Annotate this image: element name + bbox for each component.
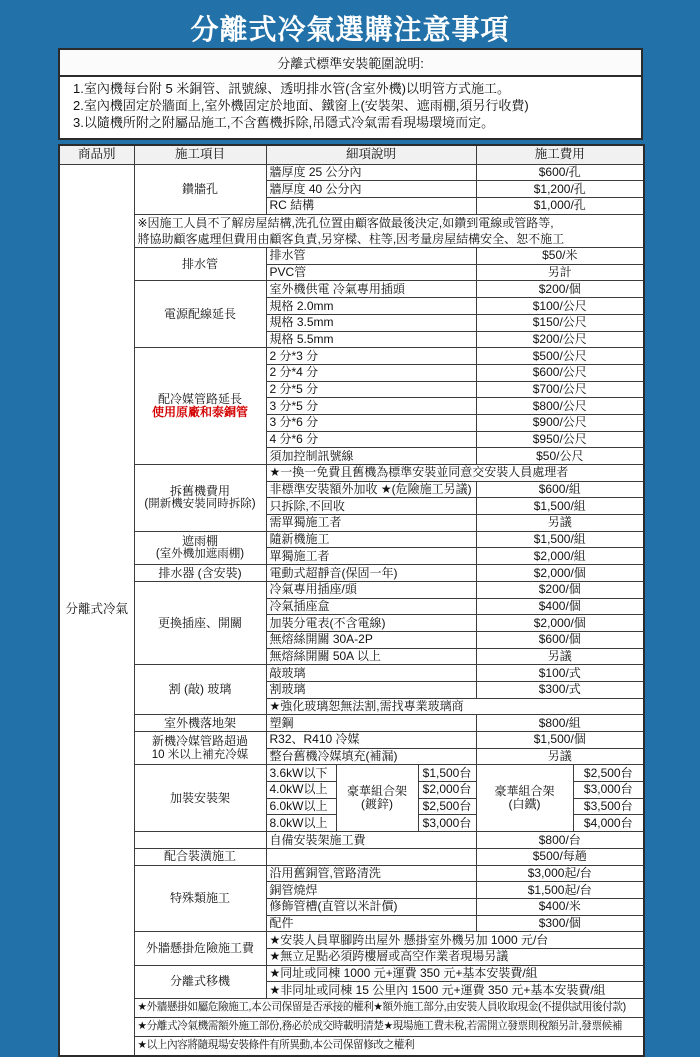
price-cell: $1,000/孔 [476,198,644,215]
pricing-table-body [59,145,644,1056]
detail-cell: ★安裝人員單腳跨出屋外 懸掛室外機另加 1000 元/台 [266,932,644,949]
price-cell: $1,500/組 [476,498,644,515]
detail-cell: 加裝分電表(不含電線) [266,615,476,632]
detail-cell: 須加控制訊號線 [266,448,476,465]
install-scope-list [60,77,641,138]
install-scope-item: 2.室內機固定於牆面上,室外機固定於地面、鐵窗上(安裝架、遮雨棚,須另行收費) [73,97,529,113]
cell-line-1: 拆舊機費用 [169,484,230,498]
detail-cell: 3.6kW以下 [266,765,336,782]
table-row [59,932,644,949]
work-item-cell: 排水管 [134,248,266,281]
work-item-cell: 特殊類施工 [134,865,266,932]
detail-cell: 8.0kW以上 [266,815,336,832]
detail-cell: 室外機供電 冷氣專用插頭 [266,281,476,298]
work-item-cell: 更換插座、開關 [134,581,266,664]
table-row [59,999,644,1018]
red-note-text: 使用原廠和泰銅管 [151,405,248,420]
price-cell: $3,000台 [418,815,476,832]
column-header-cell: 施工項目 [134,145,266,165]
price-cell: $200/個 [476,281,644,298]
work-item-cell: 室外機落地架 [134,715,266,732]
footnote-cell: ★以上內容將隨現場安裝條件有所異動,本公司保留修改之權利 [134,1037,644,1057]
detail-cell: 塑鋼 [266,715,476,732]
price-cell: $800/組 [476,715,644,732]
detail-cell: PVC管 [266,264,476,281]
price-cell: $1,500/個 [476,732,644,749]
price-cell: $1,500起/台 [476,882,644,899]
cell-line-2: (鍍鋅) [361,797,393,812]
detail-cell: ★同址或同棟 1000 元+運費 350 元+基本安裝費/組 [266,965,644,982]
price-cell: $2,500台 [573,765,644,782]
detail-cell: ★非同址或同棟 15 公里內 1500 元+運費 350 元+基本安裝費/組 [266,982,644,999]
detail-cell: 只拆除,不回收 [266,498,476,515]
detail-cell: ★強化玻璃恕無法割,需找專業玻璃商 [266,698,644,715]
price-cell: $2,000/個 [476,565,644,582]
table-row [59,214,644,247]
detail-cell: 沿用舊銅管,管路清洗 [266,865,476,882]
detail-cell: 規格 5.5mm [266,331,476,348]
column-header-cell: 商品別 [59,145,134,165]
price-cell: 另計 [476,264,644,281]
table-row [59,1037,644,1057]
price-cell: $400/個 [476,598,644,615]
work-item-cell: 割 (敲) 玻璃 [134,665,266,715]
detail-cell: 敲玻璃 [266,665,476,682]
detail-cell: 整台舊機冷媒填充(補漏) [266,748,476,765]
detail-cell: 冷氣專用插座/頭 [266,581,476,598]
footnote-cell: ★外牆懸掛如屬危險施工,本公司保留是否承接的權利★額外施工部分,由安裝人員收取現金(不提供試用後付款) [134,999,644,1018]
price-cell: 另議 [476,648,644,665]
price-cell: $100/公尺 [476,298,644,315]
price-cell: $3,000台 [573,782,644,799]
detail-cell: 2 分*4 分 [266,364,476,381]
detail-cell: ★一換一免費且舊機為標準安裝並同意交安裝人員處理者 [266,465,644,482]
table-row [59,348,644,365]
work-item-cell: 配合裝潢施工 [134,848,266,865]
price-cell: $900/公尺 [476,414,644,431]
detail-cell: 銅管燒焊 [266,882,476,899]
price-cell: $500/公尺 [476,348,644,365]
detail-cell: 配件 [266,915,476,932]
footnote-cell: ★分離式冷氣機需額外施工部份,務必於成交時載明清楚★現場施工費未稅,若需開立發票則稅額另計,發票候補 [134,1018,644,1037]
detail-cell: 規格 3.5mm [266,314,476,331]
table-row [59,732,644,749]
detail-cell: 排水管 [266,248,476,265]
detail-cell: 無熔絲開關 30A-2P [266,631,476,648]
cell-line-2: (開新機安裝同時拆除) [144,498,256,511]
price-cell: $50/米 [476,248,644,265]
detail-cell: 3 分*5 分 [266,398,476,415]
detail-cell: RC 結構 [266,198,476,215]
price-cell: 另議 [476,748,644,765]
price-cell: $200/公尺 [476,331,644,348]
table-row [59,832,644,849]
price-cell: $2,500台 [418,798,476,815]
table-row [59,1018,644,1037]
price-cell: $3,500台 [573,798,644,815]
price-cell: $600/個 [476,631,644,648]
detail-cell: 牆厚度 25 公分內 [266,164,476,181]
price-cell: $700/公尺 [476,381,644,398]
price-cell: $400/米 [476,898,644,915]
table-row [59,248,644,265]
cell-line-2: (室外機加遮雨棚) [155,548,245,561]
table-row [59,848,644,865]
detail-cell: R32、R410 冷媒 [266,732,476,749]
header-row [59,145,644,165]
price-cell: $500/每趟 [476,848,644,865]
table-row [59,715,644,732]
table-row [59,665,644,682]
price-cell: $50/公尺 [476,448,644,465]
detail-cell: 割玻璃 [266,681,476,698]
work-item-cell: 排水器 (含安裝) [134,565,266,582]
price-cell: 另議 [476,515,644,532]
work-item-cell: 加裝安裝架 [134,765,266,832]
detail-cell [266,848,476,865]
detail-cell: 3 分*6 分 [266,414,476,431]
cell-line-1: 豪華組合架 [494,784,555,799]
detail-cell: 單獨施工者 [266,548,476,565]
column-header-cell: 施工費用 [476,145,644,165]
detail-cell: 需單獨施工者 [266,515,476,532]
page-title: 分離式冷氣選購注意事項 [190,14,510,45]
detail-cell: 2 分*3 分 [266,348,476,365]
cell-line-1: 遮雨棚 [181,534,218,549]
detail-cell: 牆厚度 40 公分內 [266,181,476,198]
price-cell: $600/組 [476,481,644,498]
work-item-cell [134,465,266,532]
price-cell: $1,200/孔 [476,181,644,198]
price-cell: $600/公尺 [476,364,644,381]
install-scope-item: 1.室內機每台附 5 米銅管、訊號線、透明排水管(含室外機)以明管方式施工。 [73,81,510,96]
price-cell: $600/孔 [476,164,644,181]
price-cell: $300/個 [476,915,644,932]
cell-line-2: (白鐵) [508,797,541,812]
content-panel [58,48,643,1057]
table-row [59,531,644,548]
price-cell: $800/台 [476,832,644,849]
table-row [59,865,644,882]
detail-cell: 自備安裝架施工費 [266,832,476,849]
cell-line-1: ※因施工人員不了解房屋結構,洗孔位置由顧客做最後決定,如鑽到電線或管路等, [137,215,554,230]
price-cell: $2,000/組 [476,548,644,565]
pricing-table [58,144,645,1057]
detail-cell: 非標準安裝額外加收 ★(危險施工另議) [266,481,476,498]
price-cell: $4,000台 [573,815,644,832]
price-cell: $800/公尺 [476,398,644,415]
price-cell: $1,500台 [418,765,476,782]
work-item-cell [134,832,266,849]
work-item-cell: 分離式移機 [134,965,266,998]
price-cell: $1,500/組 [476,531,644,548]
detail-cell: 隨新機施工 [266,531,476,548]
detail-cell: 冷氣插座盒 [266,598,476,615]
detail-cell: 2 分*5 分 [266,381,476,398]
work-item-cell [134,348,266,465]
work-item-cell: 外牆懸掛危險施工費 [134,932,266,965]
price-cell: $3,000起/台 [476,865,644,882]
rack-type-cell [336,765,418,832]
price-cell: $150/公尺 [476,314,644,331]
table-row [59,465,644,482]
cell-line-1: 新機冷媒管路超過 [151,734,248,749]
price-cell: $2,000/個 [476,615,644,632]
work-item-cell: 電源配線延長 [134,281,266,348]
cell-line-2: 10 米以上補充冷媒 [151,748,249,761]
detail-cell: 6.0kW以上 [266,798,336,815]
table-row [59,965,644,982]
detail-cell: 4 分*6 分 [266,431,476,448]
table-row [59,765,644,782]
product-category-cell: 分離式冷氣 [59,164,134,1056]
table-row [59,281,644,298]
work-item-cell: 鑽牆孔 [134,164,266,214]
work-item-cell [134,732,266,765]
cell-line-2: 將協助顧客處理但費用由顧客負責,另穿樑、柱等,因考量房屋結構安全、恕不施工 [137,231,565,246]
detail-cell: 4.0kW以上 [266,782,336,799]
install-scope-heading: 分離式標準安裝範圍說明: [60,50,641,77]
cell-line-1: 豪華組合架 [346,784,407,799]
drill-note-cell [134,214,644,247]
detail-cell: ★無立足點必須跨樓層或高空作業者現場另議 [266,948,644,965]
cell-line-1: 配冷媒管路延長 [157,391,242,406]
work-item-cell [134,531,266,564]
price-cell: $2,000台 [418,782,476,799]
column-header-cell: 細項說明 [266,145,476,165]
price-cell: $100/式 [476,665,644,682]
table-row [59,164,644,181]
detail-cell: 修飾管槽(直管以米計價) [266,898,476,915]
table-row [59,581,644,598]
install-scope-item: 3.以隨機所附之附屬品施工,不含舊機拆除,吊隱式冷氣需看現場環境而定。 [73,114,495,130]
table-row [59,565,644,582]
detail-cell: 無熔絲開關 50A 以上 [266,648,476,665]
price-cell: $950/公尺 [476,431,644,448]
price-cell: $200/個 [476,581,644,598]
price-cell: $300/式 [476,681,644,698]
detail-cell: 電動式超靜音(保固一年) [266,565,476,582]
detail-cell: 規格 2.0mm [266,298,476,315]
standard-install-scope-box [58,48,643,140]
rack-type-cell [476,765,573,832]
